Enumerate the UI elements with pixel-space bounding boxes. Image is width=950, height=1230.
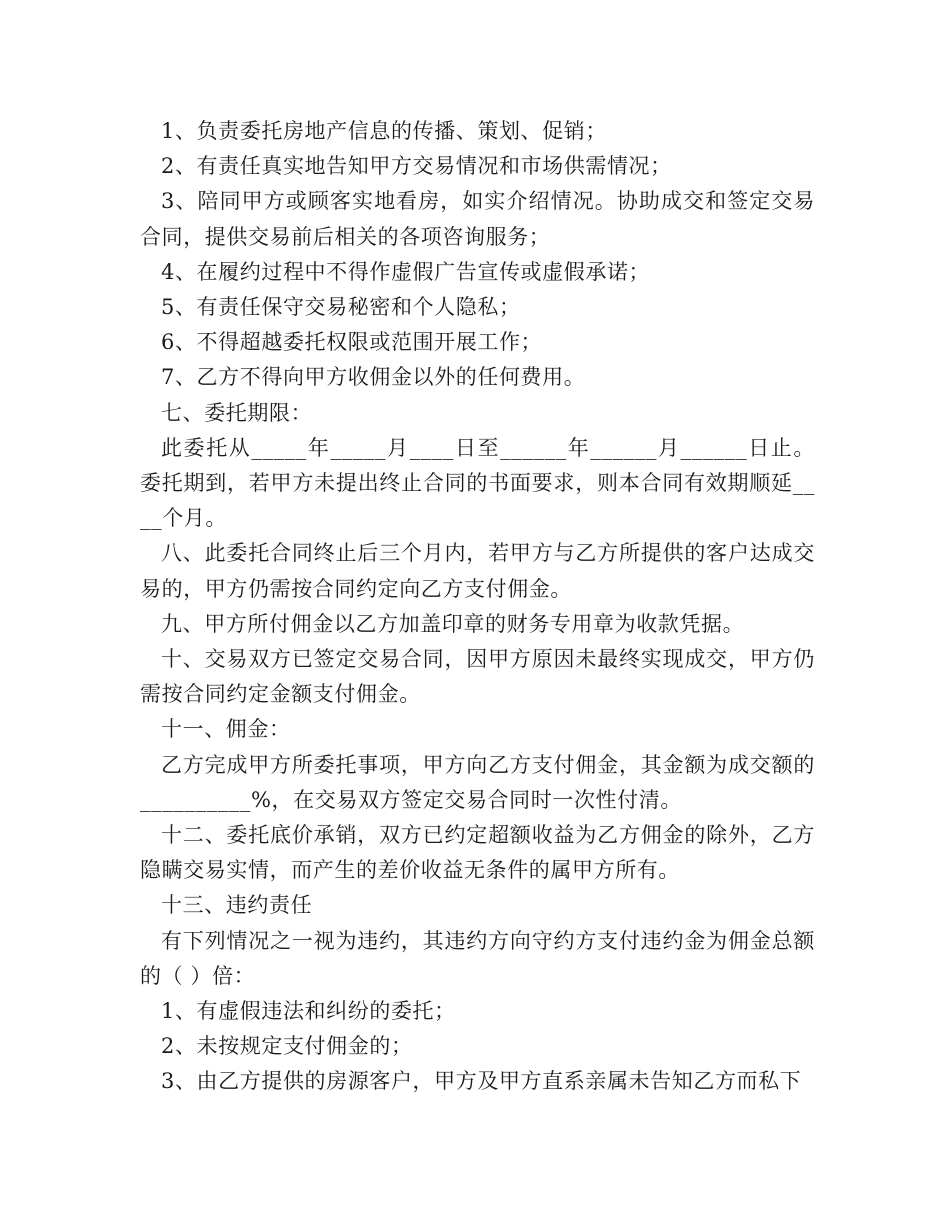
- clause-duty-6: 6、不得超越委托权限或范围开展工作；: [161, 330, 543, 355]
- section-nine: 九、甲方所付佣金以乙方加盖印章的财务专用章为收款凭据。: [161, 611, 745, 636]
- clause-term-period: 此委托从_____年_____月____日至______年______月______日止。委托期到，若甲方未提出终止合同的书面要求，则本合同有效期顺延____个月。: [140, 435, 815, 531]
- section-eight: 八、此委托合同终止后三个月内，若甲方与乙方所提供的客户达成交易的，甲方仍需按合同约定向乙方支付佣金。: [140, 541, 815, 601]
- clause-breach-2: 2、未按规定支付佣金的；: [161, 1034, 413, 1059]
- document-body: [140, 114, 815, 1100]
- clause-commission-rate: 乙方完成甲方所委托事项，甲方向乙方支付佣金，其金额为成交额的__________%，在交易双方签定交易合同时一次性付清。: [140, 752, 815, 812]
- section-twelve: 十二、委托底价承销，双方已约定超额收益为乙方佣金的除外，乙方隐瞒交易实情，而产生的差价收益无条件的属甲方所有。: [140, 823, 815, 883]
- clause-duty-5: 5、有责任保守交易秘密和个人隐私；: [161, 295, 521, 320]
- section-heading-commission: 十一、佣金：: [161, 717, 291, 742]
- clause-duty-3: 3、陪同甲方或顾客实地看房，如实介绍情况。协助成交和签定交易合同，提供交易前后相关的各项咨询服务；: [140, 189, 815, 249]
- section-heading-term: 七、委托期限：: [161, 400, 313, 425]
- clause-breach-3: 3、由乙方提供的房源客户，甲方及甲方直系亲属未告知乙方而私下: [161, 1069, 802, 1094]
- clause-duty-7: 7、乙方不得向甲方收佣金以外的任何费用。: [161, 365, 586, 390]
- clause-breach-intro: 有下列情况之一视为违约，其违约方向守约方支付违约金为佣金总额的（ ）倍：: [140, 928, 815, 988]
- clause-duty-4: 4、在履约过程中不得作虚假广告宣传或虚假承诺；: [161, 259, 651, 284]
- section-heading-breach: 十三、违约责任: [161, 893, 313, 918]
- clause-duty-1: 1、负责委托房地产信息的传播、策划、促销；: [161, 119, 607, 143]
- clause-breach-1: 1、有虚假违法和纠纷的委托；: [161, 999, 456, 1024]
- clause-duty-2: 2、有责任真实地告知甲方交易情况和市场供需情况；: [161, 154, 672, 179]
- section-ten: 十、交易双方已签定交易合同，因甲方原因未最终实现成交，甲方仍需按合同约定金额支付佣金。: [140, 647, 815, 707]
